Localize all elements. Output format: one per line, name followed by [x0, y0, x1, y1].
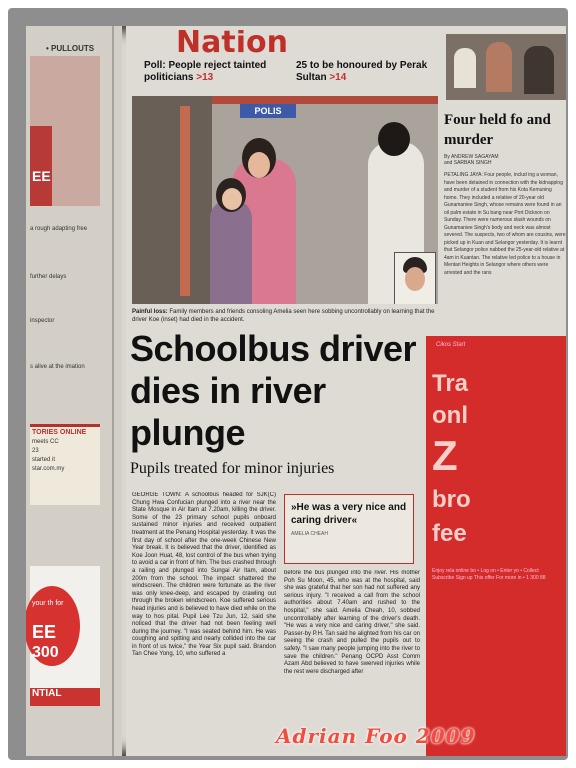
red-advert	[426, 336, 566, 756]
advert-line: onl	[432, 402, 468, 429]
girl-face	[222, 188, 242, 210]
photo-caption	[132, 308, 436, 324]
photo-frame	[8, 8, 568, 760]
masthead: Nation	[176, 30, 288, 56]
woman-face	[248, 152, 270, 178]
teaser-2	[296, 60, 436, 84]
advert-ee: EE	[32, 622, 57, 642]
photo-pillar	[180, 106, 190, 296]
teaser-photo-figure	[486, 42, 512, 92]
advert-footer: NTIAL	[30, 688, 100, 706]
story-column-2: before the bus plunged into the river. His mother Poh Su Moon, 45, who was at the hospital, said she was grateful that her son had not suffered any serious injury. "I received a call from the school authorities about 7.40am and rushed to the hospital," she said. Amelia Cheah, 10, sobbed uncontrollably after learning of the driver's death. "He was a very nice and caring driver," she said. Passer-by P.H. Tan said he alighted from his car on seeing the crash and pulled the pupils out to safety. "I saw many people jumping into the river to save the children." Penang OCPD Asst Comm Azam Abd believed to have swerved injuries while the rest were discharged after	[284, 570, 420, 675]
stories-online-line: 23	[32, 448, 39, 454]
left-advert	[30, 566, 100, 706]
advert-amount: 300	[32, 644, 59, 661]
teaser-ref: >13	[196, 72, 214, 83]
left-snippet: inspector	[30, 318, 55, 324]
photo-background	[132, 96, 212, 304]
police-sign: POLIS	[240, 104, 296, 118]
stories-online-heading: TORIES ONLINE	[32, 429, 87, 436]
advert-line: fee	[432, 520, 467, 547]
left-snippet: s alive at the imation	[30, 364, 85, 370]
left-snippet: a rough adapting free	[30, 226, 88, 232]
girl-figure	[210, 200, 252, 304]
story-column-1: GEORGE TOWN: A schoolbus headed for SJK(C) Chung Hwa Confucian plunged into a river near the State Mosque in Air Itam at 7.20am, killing the driver. Some of the 23 primary school pupils onboard sustained minor injuries and received outpatient treatment at the Penang Hospital yesterday. It was the first day of school after the one-week Chinese New Year break. It is believed that the driver, identified as Koe Joon Huat, 48, lost control of the bus when trying to avoid a car in front of him. The bus crashed through a railing and plunged into Sungai Air Itam, about 200m from the school. The impact shattered the windscreen. The children were fortunate as the river was only knee-deep, and escaped by crawling out through the broken windscreen. Koe suffered serious head injuries and is believed to have died while on the way to hos pital. Pupil Lee Tzu Jun, 12, said she noticed that the driver had not been feeling well during the journey. "I was seated behind him. He was coughing and spitting and nearly collided into the car in front of us twice," the Year Six pupil said. Brandon Tan Chee Yong, 10, who suffered a	[132, 492, 276, 658]
stories-online-box	[30, 424, 100, 505]
stories-online-line: started it	[32, 457, 56, 463]
byline-line: and SARBAN SINGH	[444, 160, 492, 166]
left-photo-text: EE	[32, 168, 51, 184]
photo-awning	[212, 96, 438, 104]
stories-online-line: star.com.my	[32, 466, 65, 472]
teaser-1	[144, 60, 274, 84]
story-headline: Schoolbus driver dies in river plunge	[130, 328, 417, 453]
inset-face	[405, 267, 425, 291]
advert-line: Tra	[432, 370, 469, 397]
advert-small-print: Enjoy rela online bo • Log on • Enter yo • Collect Subscribe Sign up This offer For more in • 1 300 88	[432, 568, 546, 581]
side-story-headline: Four held fo and murder	[444, 112, 551, 148]
left-column	[26, 26, 122, 756]
left-photo	[30, 56, 100, 206]
nation-page	[126, 26, 566, 756]
inset-portrait	[394, 252, 436, 304]
advert-text: your th for	[32, 600, 64, 607]
teaser-text: 25 to be honoured by Perak Sultan	[296, 60, 428, 83]
newspaper-photo	[26, 26, 566, 756]
teaser-ref: >14	[329, 72, 347, 83]
side-story-text: PETALING JAYA: Four people, includ ing a woman, have been detained in connection with the kidnapping and murder of a student from his Kota Kemuning home. They included a relative of 20-year old Gunamaniee Singh, whose remains were found in an oil palm estate in Su bang near Port Dickson on Sunday. There were numerous slash wounds on Gunamaniee Singh's body and neck was almost severed. The suspects, two of whom are cousins, were picked up in Kuan and Selangor yesterday. It is learnt that Selangor police nabbed the 25-year-old relative at 4am in Kuantan. The relative led police to a house in Mentari Heights in Selangor where others were arrested and the rans	[444, 172, 566, 276]
left-snippet: further delays	[30, 274, 67, 280]
main-photo	[132, 96, 438, 304]
man-head	[378, 122, 410, 156]
story-subhead: Pupils treated for minor injuries	[130, 460, 335, 477]
red-panel	[30, 126, 52, 206]
side-story-byline	[444, 154, 499, 166]
stories-online-line: meets CC	[32, 439, 59, 445]
pull-quote	[284, 494, 414, 564]
teaser-photo-figure	[454, 48, 476, 88]
byline-line: By ANDREW SAGAYAM	[444, 154, 499, 160]
pullouts-label: • PULLOUTS	[46, 44, 95, 53]
teaser-photo	[446, 34, 566, 100]
advert-tag: Cikos Start	[436, 342, 466, 348]
pull-quote-attribution: AMELIA CHEAH	[291, 531, 328, 537]
teaser-photo-figure	[524, 46, 554, 94]
column-divider	[112, 26, 114, 756]
caption-text: Family members and friends consoling Amelia seen here sobbing uncontrollably on learning that the driver Koe (inset) had died in the accident.	[132, 309, 435, 323]
advert-line: bro	[432, 486, 471, 513]
caption-label: Painful loss:	[132, 309, 168, 315]
teaser-text: Poll: People reject tainted politicians	[144, 60, 267, 83]
advert-line: Z	[432, 432, 458, 479]
pull-quote-text: »He was a very nice and caring driver«	[291, 502, 407, 526]
photographer-watermark: Adrian Foo 2009	[276, 724, 476, 748]
